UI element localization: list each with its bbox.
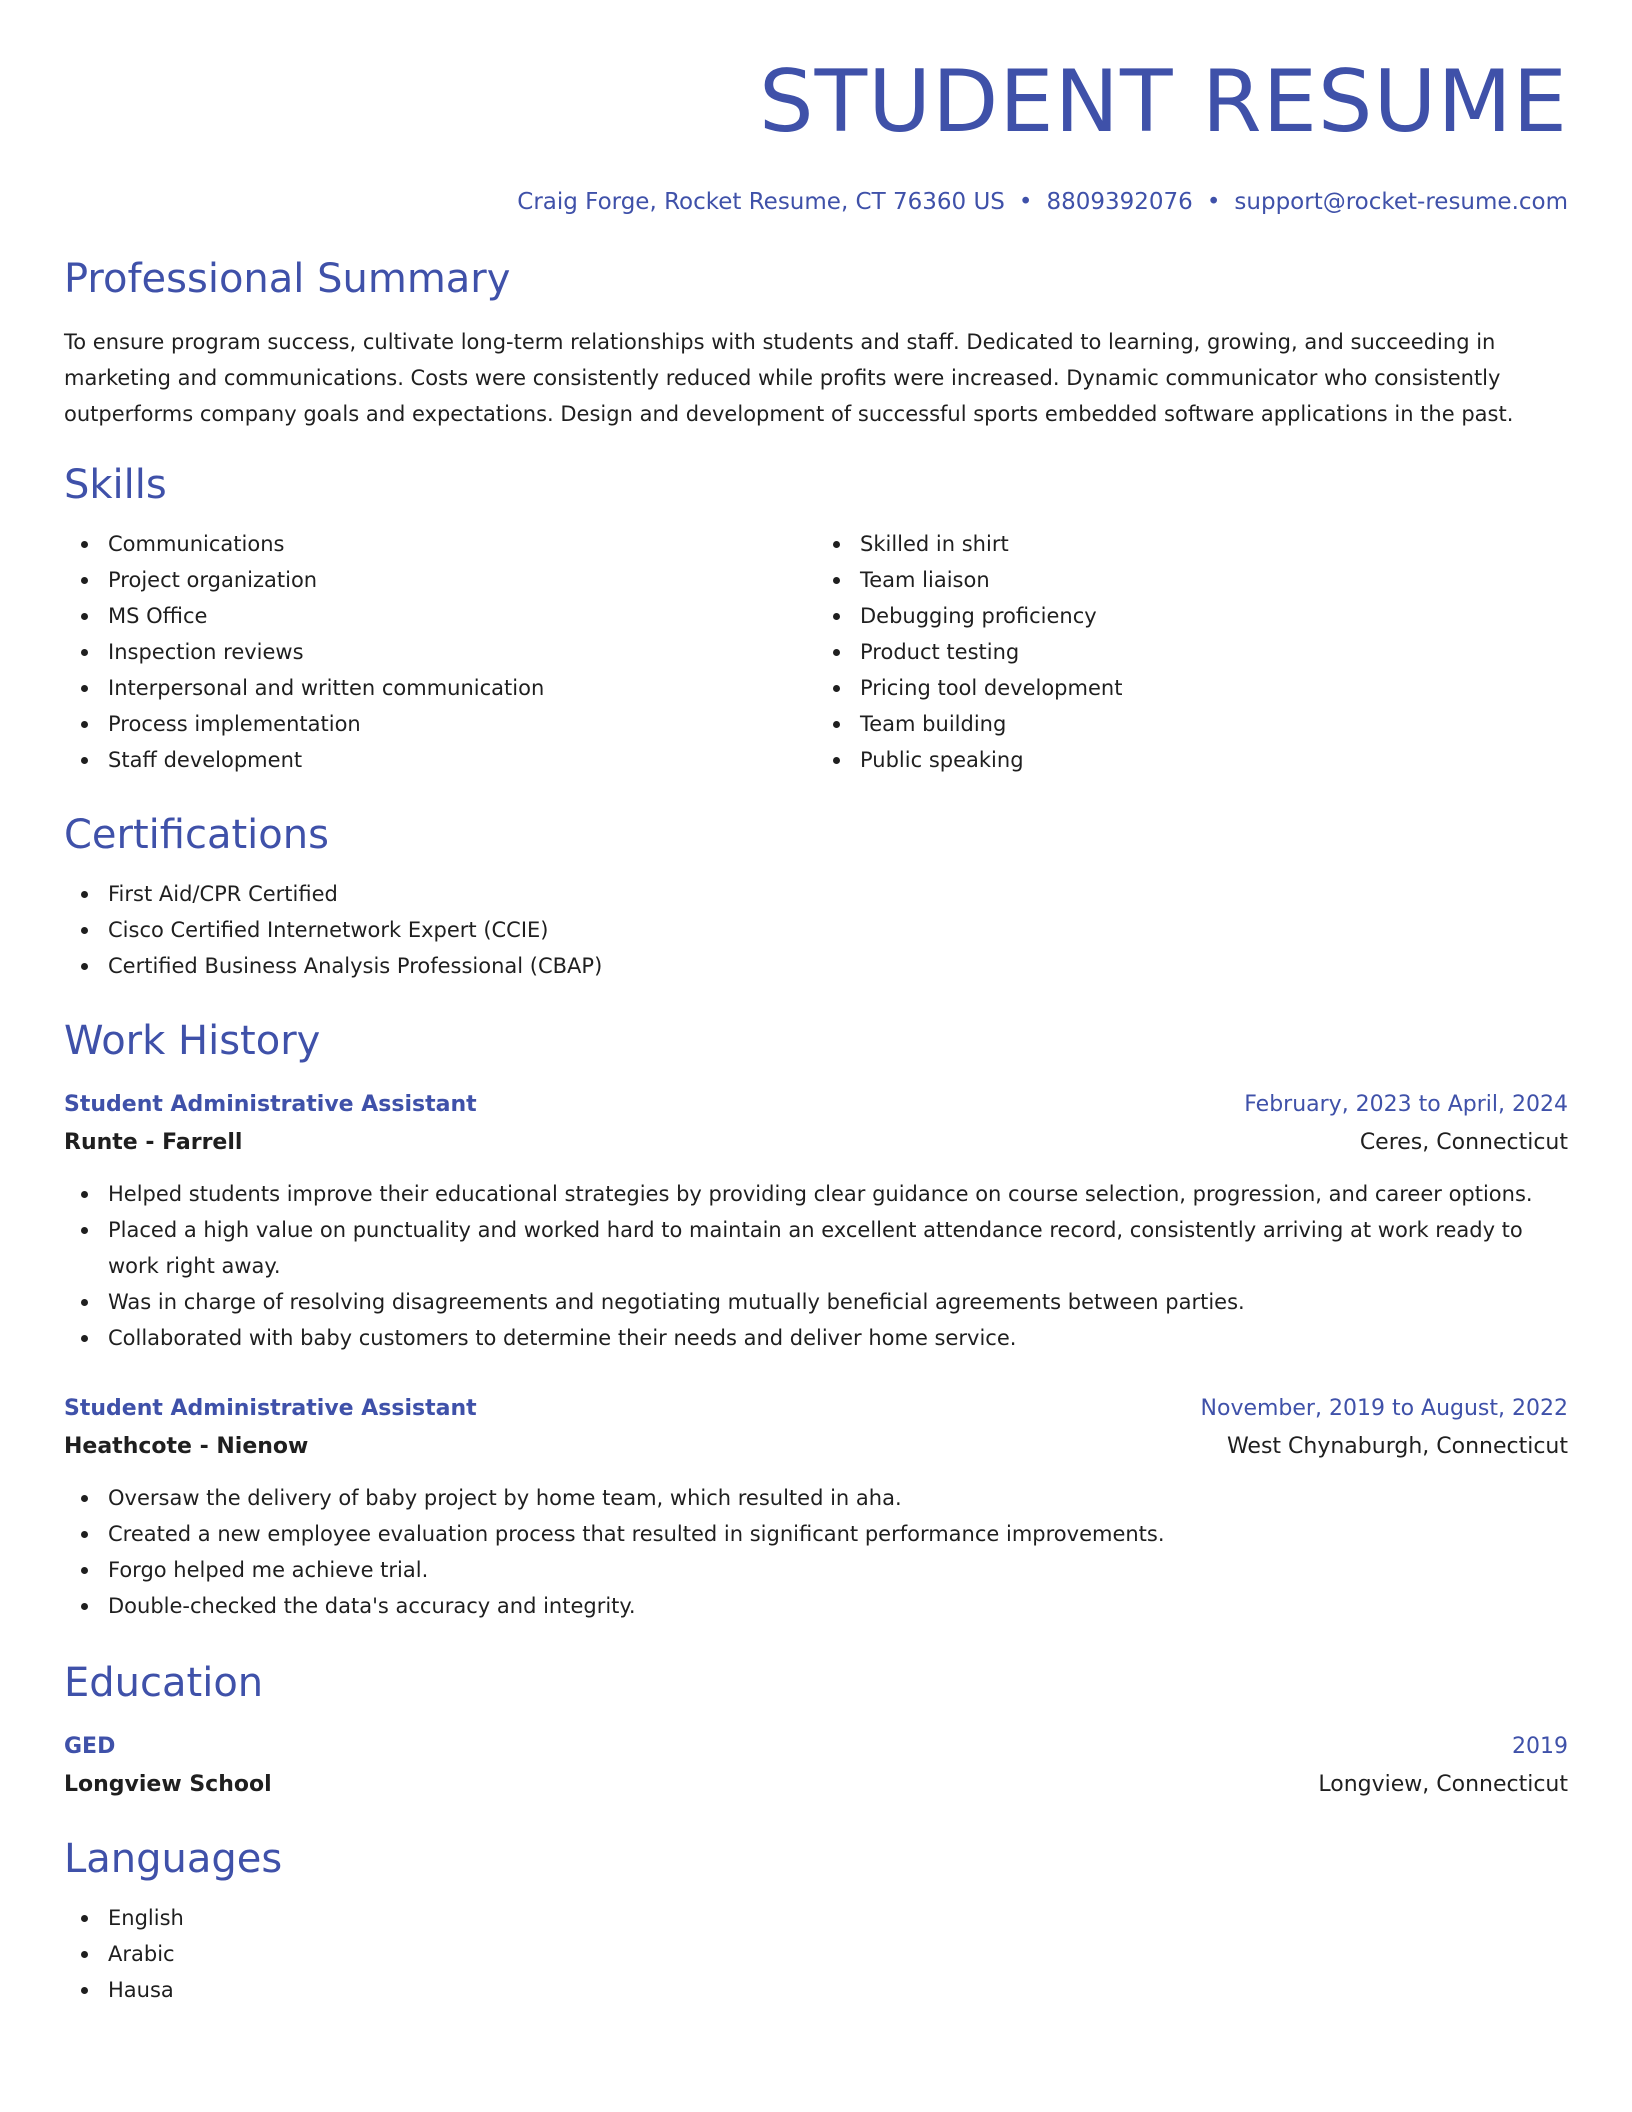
list-item: Pricing tool development <box>816 670 1568 706</box>
list-item: Project organization <box>64 562 816 598</box>
list-item: MS Office <box>64 598 816 634</box>
work-history-section <box>64 1018 1568 1624</box>
job-entry <box>64 1090 1568 1356</box>
education-degree: GED <box>64 1734 116 1759</box>
education-heading: Education <box>64 1660 264 1706</box>
job-location: Ceres, Connecticut <box>1359 1130 1568 1155</box>
certifications-section <box>64 812 1568 984</box>
languages-section <box>64 1836 1568 2008</box>
skills-heading: Skills <box>64 462 167 508</box>
skills-list-right <box>816 526 1568 778</box>
education-section <box>64 1660 1568 1800</box>
contact-email: support@rocket-resume.com <box>1234 189 1568 215</box>
languages-list <box>64 1900 1568 2008</box>
list-item: Inspection reviews <box>64 634 816 670</box>
job-company-row <box>64 1432 1568 1462</box>
list-item: Double-checked the data's accuracy and integrity. <box>64 1588 1568 1624</box>
skills-list-left <box>64 526 816 778</box>
list-item: Forgo helped me achieve trial. <box>64 1552 1568 1588</box>
contact-separator: • <box>1018 189 1033 215</box>
list-item: Team liaison <box>816 562 1568 598</box>
list-item: Hausa <box>64 1972 1568 2008</box>
education-entry <box>64 1732 1568 1800</box>
list-item: Skilled in shirt <box>816 526 1568 562</box>
list-item: Staff development <box>64 742 816 778</box>
resume-title: STUDENT RESUME <box>759 52 1568 152</box>
resume-page <box>64 0 1568 2008</box>
job-dates: February, 2023 to April, 2024 <box>1244 1092 1568 1117</box>
list-item: Oversaw the delivery of baby project by home team, which resulted in aha. <box>64 1480 1568 1516</box>
list-item: Interpersonal and written communication <box>64 670 816 706</box>
list-item: Communications <box>64 526 816 562</box>
summary-text: To ensure program success, cultivate long-term relationships with students and staff. Dedicated to learning, growing, and succeeding in marketing and communications. Costs were consistently reduced while profits were increased. Dynamic communicator who consistently outperforms company goals and expectations. Design and development of successful sports embedded software applications in the past. <box>64 330 1514 426</box>
job-location: West Chynaburgh, Connecticut <box>1226 1434 1568 1459</box>
contact-phone: 8809392076 <box>1046 189 1193 215</box>
job-entry <box>64 1394 1568 1624</box>
list-item: Placed a high value on punctuality and worked hard to maintain an excellent attendance record, consistently arriving at work ready to work right away. <box>64 1212 1568 1284</box>
education-location: Longview, Connecticut <box>1318 1772 1568 1797</box>
job-bullets <box>64 1480 1568 1624</box>
list-item: Product testing <box>816 634 1568 670</box>
work-history-heading: Work History <box>64 1018 321 1064</box>
list-item: Helped students improve their educational strategies by providing clear guidance on course selection, progression, and career options. <box>64 1176 1568 1212</box>
list-item: Process implementation <box>64 706 816 742</box>
list-item: Team building <box>816 706 1568 742</box>
education-degree-row <box>64 1732 1568 1762</box>
contact-line <box>64 188 1568 216</box>
list-item: First Aid/CPR Certified <box>64 876 1568 912</box>
job-dates: November, 2019 to August, 2022 <box>1200 1396 1568 1421</box>
contact-address: Craig Forge, Rocket Resume, CT 76360 US <box>517 189 1005 215</box>
job-bullets <box>64 1176 1568 1356</box>
list-item: English <box>64 1900 1568 1936</box>
skills-section <box>64 462 1568 778</box>
job-header-row <box>64 1394 1568 1424</box>
list-item: Collaborated with baby customers to determine their needs and deliver home service. <box>64 1320 1568 1356</box>
education-school-row <box>64 1770 1568 1800</box>
job-company: Heathcote - Nienow <box>64 1434 309 1459</box>
list-item: Created a new employee evaluation process that resulted in significant performance improvements. <box>64 1516 1568 1552</box>
list-item: Arabic <box>64 1936 1568 1972</box>
list-item: Cisco Certified Internetwork Expert (CCIE) <box>64 912 1568 948</box>
certifications-list <box>64 876 1568 984</box>
summary-section <box>64 256 1568 432</box>
contact-separator: • <box>1206 189 1221 215</box>
job-company-row <box>64 1128 1568 1158</box>
skills-columns <box>64 526 1568 778</box>
job-title: Student Administrative Assistant <box>64 1396 477 1421</box>
list-item: Certified Business Analysis Professional (CBAP) <box>64 948 1568 984</box>
education-year: 2019 <box>1512 1734 1568 1759</box>
resume-header <box>64 0 1568 216</box>
education-school: Longview School <box>64 1772 272 1797</box>
certifications-heading: Certifications <box>64 812 329 858</box>
languages-heading: Languages <box>64 1836 283 1882</box>
job-company: Runte - Farrell <box>64 1130 243 1155</box>
job-header-row <box>64 1090 1568 1120</box>
summary-heading: Professional Summary <box>64 256 511 302</box>
list-item: Debugging proficiency <box>816 598 1568 634</box>
list-item: Was in charge of resolving disagreements and negotiating mutually beneficial agreements between parties. <box>64 1284 1568 1320</box>
list-item: Public speaking <box>816 742 1568 778</box>
job-title: Student Administrative Assistant <box>64 1092 477 1117</box>
